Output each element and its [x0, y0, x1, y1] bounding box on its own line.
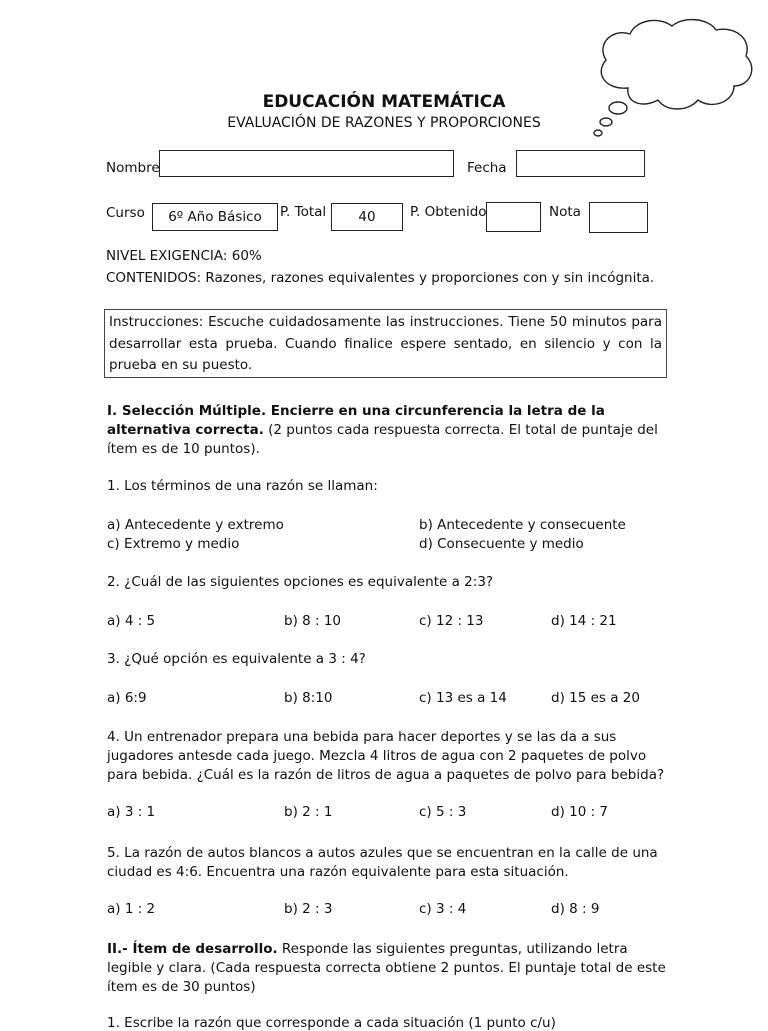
q5-option-c[interactable]: c) 3 : 4 — [419, 901, 467, 917]
q4-option-b[interactable]: b) 2 : 1 — [284, 804, 333, 820]
question-2-text: 2. ¿Cuál de las siguientes opciones es equivalente a 2:3? — [107, 574, 494, 590]
page-title: EDUCACIÓN MATEMÁTICA — [262, 92, 506, 112]
q3-option-b[interactable]: b) 8:10 — [284, 690, 333, 706]
q2-option-d[interactable]: d) 14 : 21 — [551, 613, 617, 629]
pobtenido-label: P. Obtenido — [410, 204, 487, 220]
q2-option-c[interactable]: c) 12 : 13 — [419, 613, 484, 629]
curso-label: Curso — [106, 205, 145, 221]
section-2-heading — [107, 940, 667, 997]
q5-option-a[interactable]: a) 1 : 2 — [107, 901, 156, 917]
section-2-note: Responde las siguientes preguntas, utilizando letra legible y clara. (Cada respuesta correcta obtiene 2 puntos. El puntaje total de este ítem es de 30 puntos) — [107, 941, 666, 995]
ptotal-value: 40 — [358, 209, 376, 225]
curso-value: 6º Año Básico — [168, 209, 262, 225]
q1-option-d[interactable]: d) Consecuente y medio — [419, 536, 584, 552]
nombre-field[interactable] — [159, 150, 454, 177]
nombre-label: Nombre — [106, 160, 160, 176]
ptotal-field[interactable] — [331, 203, 403, 231]
nota-label: Nota — [549, 204, 581, 220]
q2-option-a[interactable]: a) 4 : 5 — [107, 613, 156, 629]
q5-option-b[interactable]: b) 2 : 3 — [284, 901, 333, 917]
section-2-title: II.- Ítem de desarrollo. — [107, 941, 278, 957]
q4-option-c[interactable]: c) 5 : 3 — [419, 804, 467, 820]
question-3-text: 3. ¿Qué opción es equivalente a 3 : 4? — [107, 651, 366, 667]
q4-option-d[interactable]: d) 10 : 7 — [551, 804, 609, 820]
q2-option-b[interactable]: b) 8 : 10 — [284, 613, 342, 629]
q1-option-b[interactable]: b) Antecedente y consecuente — [419, 517, 626, 533]
section-1-title: . Selección Múltiple. Encierre en una circunferencia la letra de la alternativa correcta. — [107, 403, 605, 438]
instructions-box: Instrucciones: Escuche cuidadosamente las instrucciones. Tiene 50 minutos para desarrollar esta prueba. Cuando finalice espere sentado, en silencio y con la prueba en su puesto. — [104, 309, 667, 378]
q3-option-a[interactable]: a) 6:9 — [107, 690, 147, 706]
q1-option-a[interactable]: a) Antecedente y extremo — [107, 517, 284, 533]
q5-option-d[interactable]: d) 8 : 9 — [551, 901, 600, 917]
nota-field[interactable] — [589, 202, 648, 233]
section-1-heading — [107, 402, 667, 459]
page-subtitle: EVALUACIÓN DE RAZONES Y PROPORCIONES — [227, 115, 541, 131]
contenidos: CONTENIDOS: Razones, razones equivalentes y proporciones con y sin incógnita. — [106, 270, 655, 286]
question-1-text: 1. Los términos de una razón se llaman: — [107, 478, 378, 494]
section-1-number: I — [107, 403, 113, 419]
fecha-label: Fecha — [467, 160, 507, 176]
pobtenido-field[interactable] — [486, 202, 541, 232]
question-5-text: 5. La razón de autos blancos a autos azules que se encuentran en la calle de una ciudad es 4:6. Encuentra una razón equivalente para esta situación. — [107, 845, 658, 880]
q4-option-a[interactable]: a) 3 : 1 — [107, 804, 156, 820]
q3-option-d[interactable]: d) 15 es a 20 — [551, 690, 640, 706]
question-6-text: 1. Escribe la razón que corresponde a cada situación (1 punto c/u) — [107, 1015, 556, 1031]
curso-field[interactable] — [152, 203, 278, 231]
q3-option-c[interactable]: c) 13 es a 14 — [419, 690, 507, 706]
q1-option-c[interactable]: c) Extremo y medio — [107, 536, 240, 552]
section-1-note: (2 puntos cada respuesta correcta. El total de puntaje del ítem es de 10 puntos). — [107, 422, 658, 457]
nivel-exigencia: NIVEL EXIGENCIA: 60% — [106, 248, 262, 264]
ptotal-label: P. Total — [280, 204, 327, 220]
question-4-text: 4. Un entrenador prepara una bebida para hacer deportes y se las da a sus jugadores antesde cada juego. Mezcla 4 litros de agua con 2 paquetes de polvo para bebida. ¿Cuál es la razón de litros de agua a paquetes de polvo para bebida? — [107, 729, 665, 783]
fecha-field[interactable] — [516, 150, 645, 177]
